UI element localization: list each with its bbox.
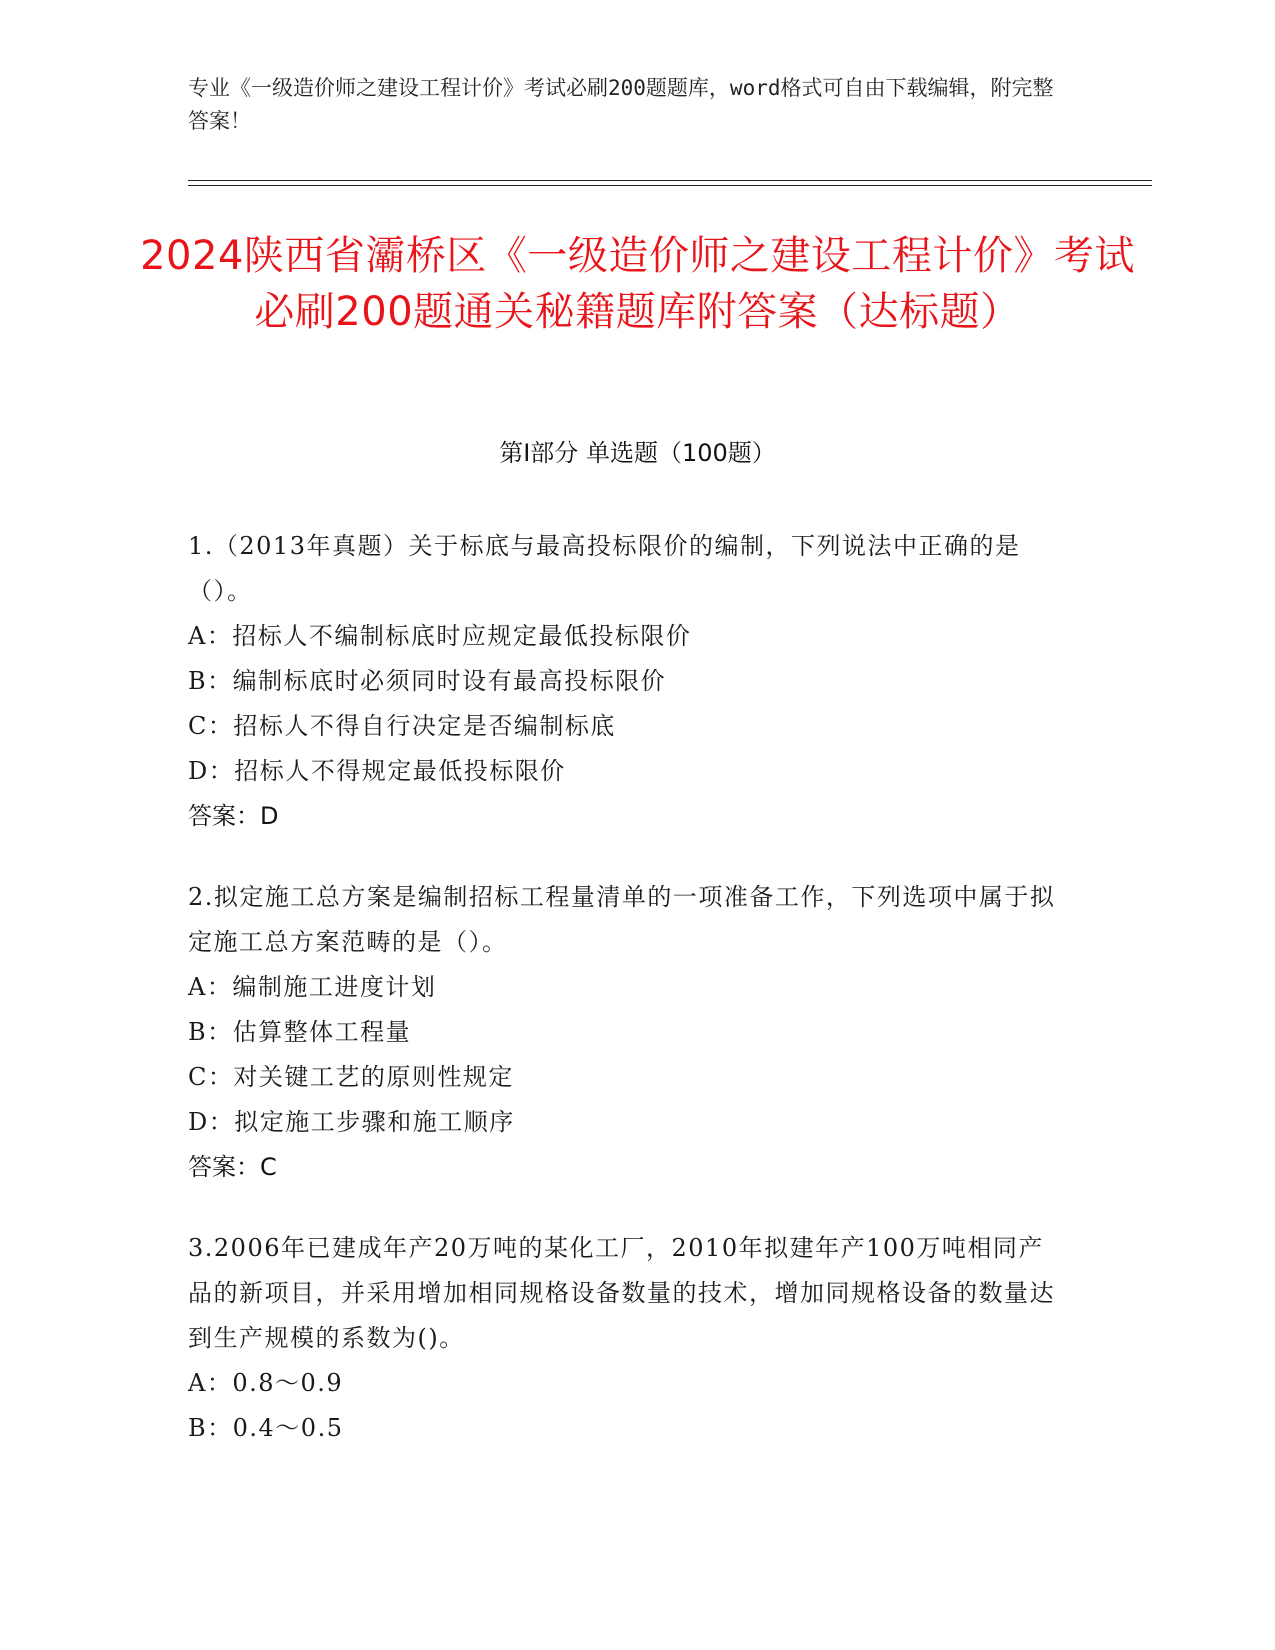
answer: 答案：C	[188, 1153, 277, 1181]
option-d: D：拟定施工步骤和施工顺序	[188, 1108, 515, 1136]
question-stem: 3.2006年已建成年产20万吨的某化工厂，2010年拟建年产100万吨相同产品的新项目，并采用增加相同规格设备数量的技术，增加同规格设备的数量达到生产规模的系数为()。	[188, 1234, 1055, 1352]
header-note: 专业《一级造价师之建设工程计价》考试必刷200题题库，word格式可自由下载编辑，附完整答案！	[188, 76, 1054, 133]
question-list	[188, 524, 1068, 1487]
option-d: D：招标人不得规定最低投标限价	[188, 757, 566, 785]
question-1	[188, 524, 1068, 839]
question-3	[188, 1226, 1068, 1451]
question-stem: 2.拟定施工总方案是编制招标工程量清单的一项准备工作，下列选项中属于拟定施工总方案范畴的是（）。	[188, 883, 1056, 956]
option-a: A：编制施工进度计划	[188, 973, 437, 1001]
question-stem: 1.（2013年真题）关于标底与最高投标限价的编制，下列说法中正确的是（）。	[188, 532, 1021, 605]
option-a: A：0.8～0.9	[188, 1369, 344, 1397]
option-c: C：招标人不得自行决定是否编制标底	[188, 712, 616, 740]
option-b: B：编制标底时必须同时设有最高投标限价	[188, 667, 667, 695]
option-c: C：对关键工艺的原则性规定	[188, 1063, 514, 1091]
option-b: B：估算整体工程量	[188, 1018, 412, 1046]
section-title: 第Ⅰ部分 单选题（100题）	[499, 439, 776, 467]
header-divider-top	[188, 180, 1152, 181]
option-b: B：0.4～0.5	[188, 1414, 344, 1442]
document-title: 2024陕西省灞桥区《一级造价师之建设工程计价》考试必刷200题通关秘籍题库附答案（达标题）	[140, 233, 1135, 335]
question-2	[188, 875, 1068, 1190]
option-a: A：招标人不编制标底时应规定最低投标限价	[188, 622, 692, 650]
header-divider-bottom	[188, 185, 1152, 186]
answer: 答案：D	[188, 802, 279, 830]
